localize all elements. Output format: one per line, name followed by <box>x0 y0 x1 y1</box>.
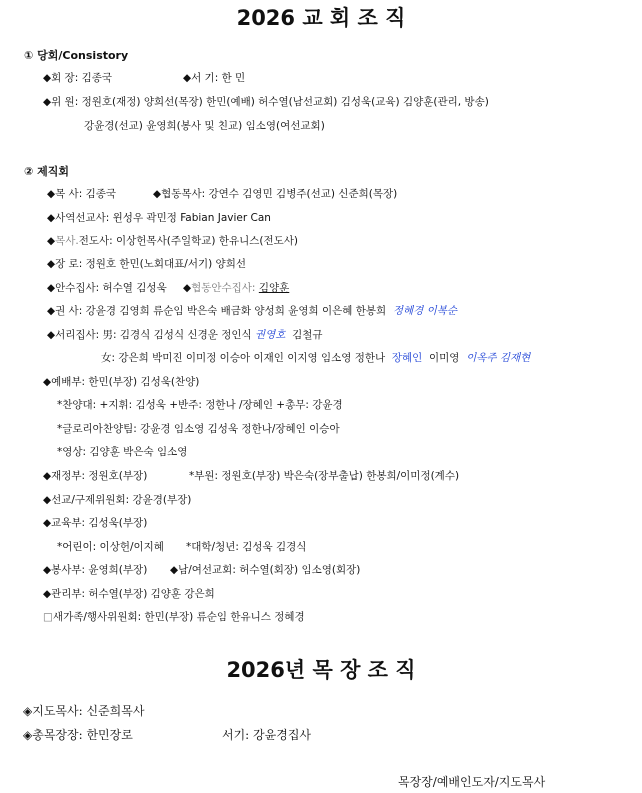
finance-members-line: *부원: 정원호(부장) 박은숙(장부출납) 한봉희/이미정(계수) <box>189 470 460 482</box>
chief-leader-line: ◈총목장장: 한민장로 <box>23 728 133 742</box>
acting-deacons-men-line <box>47 327 323 342</box>
consistory-clerk: ◆서 기: 한 민 <box>183 72 246 84</box>
footer-roles: 목장장/예배인도자/지도목사 <box>398 775 546 789</box>
new-family-committee-text: 새가족/행사위원회: 한민(부장) 류순임 한유니스 정혜경 <box>52 611 305 623</box>
education-dept-line: ◆교육부: 김성욱(부장) <box>43 517 148 529</box>
associate-deacons-label: 협동안수집사: <box>191 282 256 294</box>
secretary-line: 서기: 강윤경집사 <box>222 728 312 742</box>
associate-deacons-name: 김양훈 <box>258 282 290 294</box>
choir-line: *찬양대: +지휘: 김성욱 +반주: 정한나 /장혜인 +총무: 강윤경 <box>57 399 343 411</box>
acting-deacons-women-highlight1: 장혜인 <box>391 352 423 364</box>
deaconesses-line <box>47 303 457 318</box>
bullet: ◆ <box>47 235 56 247</box>
children-line: *어린이: 이상헌/이지혜 <box>57 541 164 553</box>
deacons-line: ◆안수집사: 허수열 김성욱 <box>47 282 167 294</box>
evangelists-line <box>47 233 298 248</box>
media-line: *영상: 김양훈 박은숙 임소영 <box>57 446 188 458</box>
consistory-heading: ① 당회/Consistory <box>24 49 129 62</box>
page-title: 2026 교 회 조 직 <box>236 6 406 30</box>
associate-pastors-line: ◆협동목사: 강연수 김영민 김병주(선교) 신준희(목장) <box>153 188 398 200</box>
supervising-pastor-line: ◈지도목사: 신준희목사 <box>23 704 145 718</box>
service-dept-line: ◆봉사부: 윤영희(부장) <box>43 564 148 576</box>
worship-dept-line: ◆예배부: 한민(부장) 김성욱(찬양) <box>43 376 200 388</box>
evangelists-text: 전도사: 이상헌목사(주일학교) 한유니스(전도사) <box>78 235 299 247</box>
consistory-members-cont: 강윤경(선교) 윤영희(봉사 및 친교) 임소영(여선교회) <box>84 120 325 132</box>
acting-deacons-men-text: ◆서리집사: 男: 김경식 김성식 신경운 정인식 <box>47 329 252 341</box>
acting-deacons-women-highlight2: 이옥주 김재현 <box>466 352 531 364</box>
praise-team-line: *글로리아찬양팀: 강윤경 임소영 김성욱 정한나/장혜인 이승아 <box>57 423 340 435</box>
acting-deacons-men-last: 김철규 <box>292 329 323 341</box>
facilities-dept-line: ◆관리부: 허수열(부장) 김양훈 강은희 <box>43 588 215 600</box>
finance-dept-line: ◆재정부: 정원호(부장) <box>43 470 148 482</box>
consistory-members: ◆위 원: 정원호(재정) 양희선(목장) 한민(예배) 허수열(남선교회) 김성욱(교육) 김양훈(관리, 방송) <box>43 96 489 108</box>
bullet: ◆ <box>183 282 192 294</box>
new-family-committee-line <box>43 609 305 624</box>
mokjang-title: 2026년 목 장 조 직 <box>226 658 416 682</box>
pastor-prefix: 목사. <box>55 235 79 247</box>
acting-deacons-women-mid: 이미영 <box>428 352 460 364</box>
pastor-line: ◆목 사: 김종국 <box>47 188 117 200</box>
mission-societies-line: ◆남/여선교회: 허수열(회장) 임소영(회장) <box>170 564 361 576</box>
acting-deacons-women-text: 女: 강은희 박미진 이미정 이승아 이재인 이지영 임소영 정한나 <box>101 352 386 364</box>
associate-deacons-line <box>183 280 289 295</box>
deaconesses-highlight: 정혜경 이복순 <box>392 305 458 317</box>
mission-committee-line: ◆선교/구제위원회: 강윤경(부장) <box>43 494 192 506</box>
missionaries-line: ◆사역선교사: 윈성우 곽민정 Fabian Javier Can <box>47 212 271 224</box>
box-bullet: □ <box>43 611 53 623</box>
acting-deacons-women-line <box>101 350 530 365</box>
officers-heading: ② 제직회 <box>24 165 70 178</box>
college-youth-line: *대학/청년: 김성욱 김경식 <box>186 541 307 553</box>
consistory-chair: ◆회 장: 김종국 <box>43 72 113 84</box>
acting-deacons-men-highlight: 권영호 <box>254 329 286 341</box>
elders-line: ◆장 로: 정원호 한민(노회대표/서기) 양희선 <box>47 258 246 270</box>
deaconesses-text: ◆권 사: 강윤경 김영희 류순임 박은숙 배금화 양성희 윤영희 이은혜 한봉희 <box>47 305 387 317</box>
